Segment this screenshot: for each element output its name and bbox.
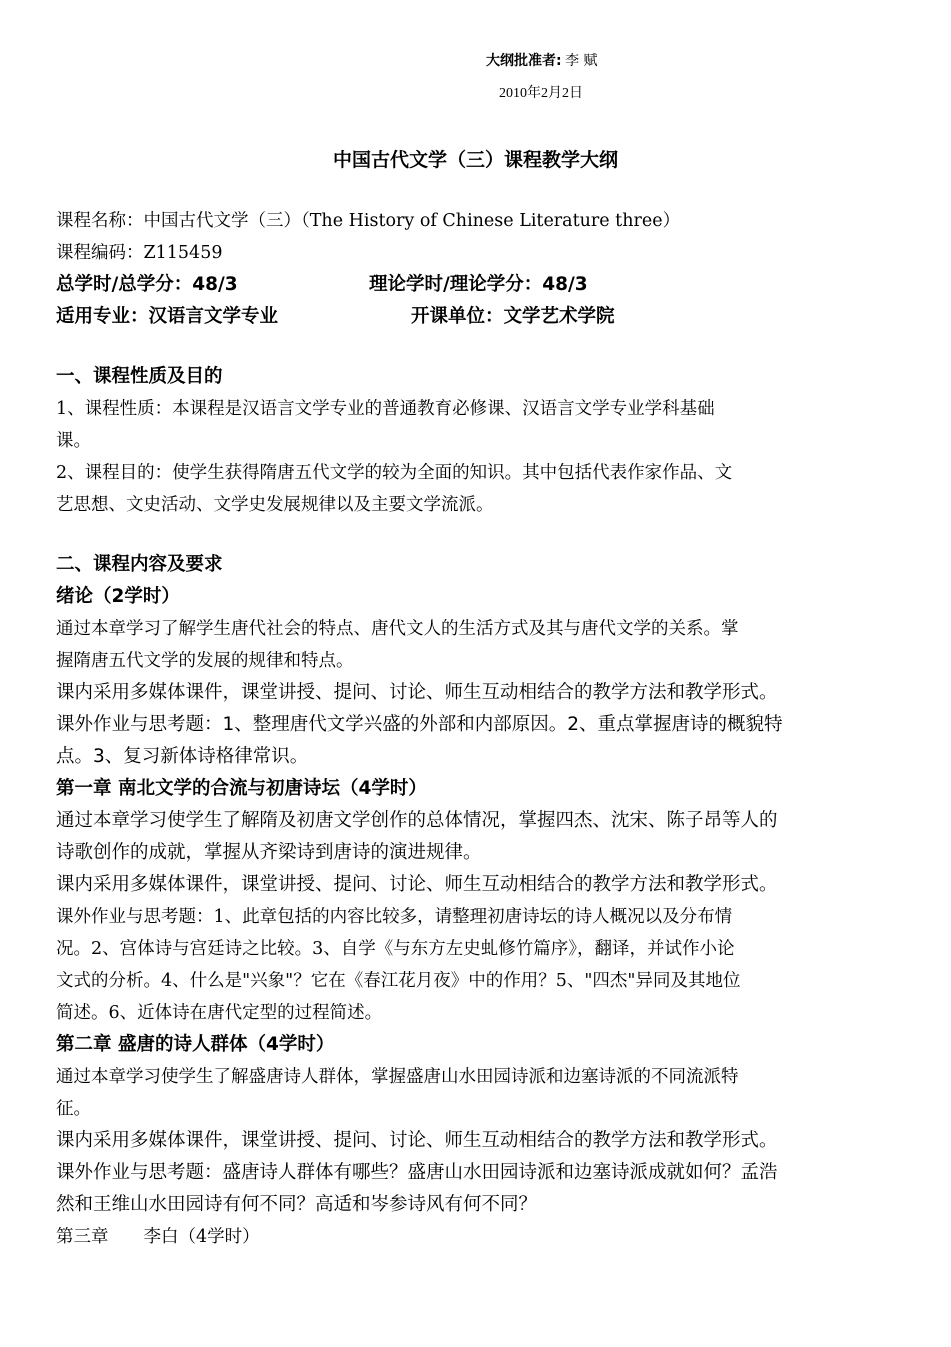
- section1-heading: 一、课程性质及目的: [56, 366, 223, 387]
- course-name: 课程名称：中国古代文学（三）（The History of Chinese Literature three）: [56, 211, 681, 231]
- total-hours: 总学时/总学分：48/3: [56, 274, 238, 295]
- section1-line: 1、课程性质：本课程是汉语言文学专业的普通教育必修课、汉语言文学专业学科基础: [56, 399, 715, 419]
- section2-heading: 二、课程内容及要求: [56, 554, 223, 575]
- course-code: 课程编码：Z115459: [56, 243, 223, 263]
- section1-line: 课。: [56, 431, 91, 451]
- approval-date: 2010年2月2日: [499, 86, 583, 101]
- chapter2-line: 通过本章学习使学生了解盛唐诗人群体，掌握盛唐山水田园诗派和边塞诗派的不同流派特: [56, 1067, 739, 1087]
- intro-line: 课内采用多媒体课件，课堂讲授、提问、讨论、师生互动相结合的教学方法和教学形式。: [56, 682, 778, 703]
- hours-row: [56, 269, 901, 301]
- chapter1-line: 简述。6、近体诗在唐代定型的过程简述。: [56, 1003, 383, 1023]
- approver-label: 大纲批准者:: [486, 53, 562, 69]
- chapter2-heading: 第二章 盛唐的诗人群体（4学时）: [56, 1034, 335, 1055]
- chapter1-heading: 第一章 南北文学的合流与初唐诗坛（4学时）: [56, 778, 427, 799]
- approver-line: [486, 50, 598, 70]
- chapter2-line: 课外作业与思考题：盛唐诗人群体有哪些？盛唐山水田园诗派和边塞诗派成就如何？孟浩: [56, 1162, 778, 1183]
- document-body: [56, 205, 901, 1253]
- offering-unit: 开课单位：文学艺术学院: [411, 306, 615, 327]
- chapter2-line: 征。: [56, 1099, 91, 1119]
- document-title: 中国古代文学（三）课程教学大纲: [332, 149, 618, 171]
- chapter1-line: 诗歌创作的成就，掌握从齐梁诗到唐诗的演进规律。: [56, 842, 482, 863]
- chapter1-line: 课内采用多媒体课件，课堂讲授、提问、讨论、师生互动相结合的教学方法和教学形式。: [56, 874, 778, 895]
- chapter1-line: 课外作业与思考题：1、此章包括的内容比较多，请整理初唐诗坛的诗人概况以及分布情: [56, 907, 733, 927]
- intro-line: 课外作业与思考题：1、整理唐代文学兴盛的外部和内部原因。2、重点掌握唐诗的概貌特: [56, 714, 783, 735]
- intro-line: 通过本章学习了解学生唐代社会的特点、唐代文人的生活方式及其与唐代文学的关系。掌: [56, 619, 739, 639]
- applicable-major: 适用专业：汉语言文学专业: [56, 306, 279, 327]
- intro-heading: 绪论（2学时）: [56, 586, 180, 607]
- chapter1-line: 文式的分析。4、什么是"兴象"？它在《春江花月夜》中的作用？5、"四杰"异同及其地位: [56, 971, 741, 991]
- intro-line: 点。3、复习新体诗格律常识。: [56, 746, 309, 767]
- chapter1-line: 通过本章学习使学生了解隋及初唐文学创作的总体情况，掌握四杰、沈宋、陈子昂等人的: [56, 810, 778, 831]
- approver-name: 李 赋: [565, 53, 598, 69]
- chapter3-heading: 第三章 李白（4学时）: [56, 1227, 260, 1247]
- major-row: [56, 301, 901, 333]
- intro-line: 握隋唐五代文学的发展的规律和特点。: [56, 651, 354, 671]
- theory-hours: 理论学时/理论学分：48/3: [369, 274, 588, 295]
- chapter2-line: 然和王维山水田园诗有何不同？高适和岑参诗风有何不同？: [56, 1194, 538, 1215]
- section1-line: 艺思想、文史活动、文学史发展规律以及主要文学流派。: [56, 495, 494, 515]
- chapter1-line: 况。2、宫体诗与宫廷诗之比较。3、自学《与东方左史虬修竹篇序》，翻译，并试作小论: [56, 939, 735, 959]
- section1-line: 2、课程目的：使学生获得隋唐五代文学的较为全面的知识。其中包括代表作家作品、文: [56, 463, 733, 483]
- chapter2-line: 课内采用多媒体课件，课堂讲授、提问、讨论、师生互动相结合的教学方法和教学形式。: [56, 1130, 778, 1151]
